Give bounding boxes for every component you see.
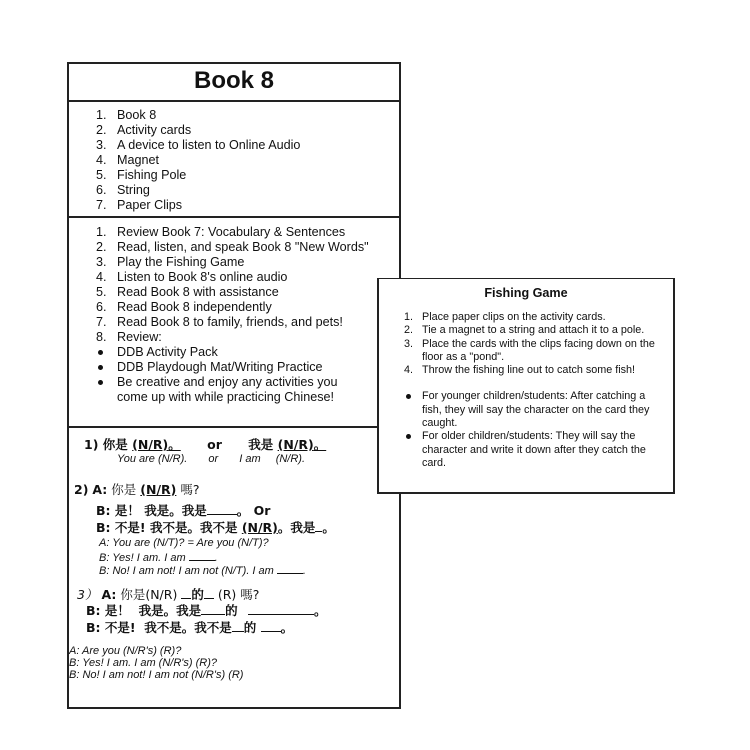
english-text: (N/R). xyxy=(275,453,306,465)
chinese-text: 不是! 我不是。我不是 xyxy=(104,620,232,635)
item-number: 6. xyxy=(96,300,107,314)
punctuation: 。 xyxy=(168,437,181,452)
item-text: Read Book 8 with assistance xyxy=(117,285,279,299)
punctuation: 。 xyxy=(322,520,335,535)
item-number: 5. xyxy=(96,285,107,299)
chinese-text: 。 Or xyxy=(236,503,271,518)
fill-blank xyxy=(204,588,214,599)
english-text: I am xyxy=(239,453,261,465)
item-number: 7. xyxy=(96,315,107,329)
english-text: B: No! I am not! I am not (N/R's) (R) xyxy=(69,669,244,681)
blank-n-r: (N/R) xyxy=(241,520,278,535)
item-number: 1. xyxy=(404,311,414,323)
item-number: 3. xyxy=(96,138,107,152)
book-8-worksheet xyxy=(67,62,401,709)
item-text: For younger children/students: After catching a fish, they will say the character on the card they caught. xyxy=(422,390,650,430)
english-text: B: Yes! I am. I am (N/R's) (R)? xyxy=(69,657,217,669)
pattern-3-answer-no xyxy=(86,618,293,636)
item-text: Book 8 xyxy=(117,108,157,122)
fill-blank xyxy=(201,604,225,615)
bullet-icon xyxy=(98,365,103,370)
item-number: 6. xyxy=(96,183,107,197)
item-text: A device to listen to Online Audio xyxy=(117,138,301,152)
pattern-3-english-a xyxy=(69,645,181,657)
item-text: Fishing Pole xyxy=(117,168,187,182)
page-title: Book 8 xyxy=(193,67,274,94)
blank-n-r: (N/R) xyxy=(132,437,169,452)
list-item xyxy=(69,183,399,198)
pattern-2-english-b1 xyxy=(99,550,218,564)
item-text: Place the cards with the clips facing down on the floor as a "pond". xyxy=(422,337,655,363)
fishing-notes-list xyxy=(379,390,673,470)
item-text: Read Book 8 to family, friends, and pets! xyxy=(117,315,343,329)
item-text: Tie a magnet to a string and attach it to a pole. xyxy=(422,324,645,337)
item-text: Paper Clips xyxy=(117,198,183,212)
bullet-icon xyxy=(98,350,103,355)
pattern-label: 3） xyxy=(77,587,98,602)
item-text: Read Book 8 independently xyxy=(117,300,272,314)
list-item xyxy=(69,108,399,123)
list-item xyxy=(69,315,399,330)
item-text: Review Book 7: Vocabulary & Sentences xyxy=(117,225,346,239)
item-number: 1. xyxy=(96,108,107,122)
chinese-text: 的 xyxy=(243,620,257,635)
or-text: or xyxy=(207,437,222,452)
list-item xyxy=(69,123,399,138)
fishing-game-card xyxy=(377,278,675,494)
punctuation: 。 xyxy=(313,437,327,452)
list-item xyxy=(69,153,399,168)
bullet-icon xyxy=(406,394,411,399)
item-text: Magnet xyxy=(117,153,160,167)
or-text: or xyxy=(208,453,219,465)
item-text: Play the Fishing Game xyxy=(117,255,245,269)
list-item xyxy=(69,240,399,255)
item-text: DDB Playdough Mat/Writing Practice xyxy=(117,360,323,374)
speaker-label: A: xyxy=(101,587,117,602)
speaker-label: A: xyxy=(92,482,108,497)
fishing-steps-list xyxy=(379,311,673,377)
pattern-2-answer-no xyxy=(96,518,335,536)
item-text: come up with while practicing Chinese! xyxy=(117,390,334,404)
sentence-patterns-section xyxy=(69,428,399,707)
chinese-text: 的 xyxy=(191,587,204,602)
pattern-1-english xyxy=(117,453,305,465)
chinese-text: 不是! 我不是。我不是 xyxy=(114,520,238,535)
item-number: 2. xyxy=(96,123,107,137)
item-text: Activity cards xyxy=(117,123,192,137)
fill-blank xyxy=(181,588,191,599)
chinese-text: 你是 xyxy=(111,482,137,497)
item-text: Throw the fishing line out to catch some fish! xyxy=(422,364,636,377)
pattern-1-chinese xyxy=(84,435,326,453)
title-section xyxy=(69,64,399,102)
item-number: 4. xyxy=(96,270,107,284)
chinese-text: 。我是 xyxy=(277,520,316,535)
chinese-text: 你是 xyxy=(102,437,128,452)
chinese-text: 你是(N/R) xyxy=(120,587,178,602)
speaker-label: B: xyxy=(96,503,111,518)
list-item xyxy=(69,330,399,345)
item-text: String xyxy=(117,183,150,197)
item-number: 3. xyxy=(404,337,414,350)
item-number: 2. xyxy=(96,240,107,254)
list-item xyxy=(69,225,399,240)
bullet-icon xyxy=(98,380,103,385)
pattern-3-answer-yes xyxy=(86,601,327,619)
chinese-text: 嗎? xyxy=(240,587,260,602)
speaker-label: B: xyxy=(96,520,111,535)
english-text: B: No! I am not! I am not (N/T). I am xyxy=(99,565,274,577)
item-number: 3. xyxy=(96,255,107,269)
item-number: 2. xyxy=(404,324,414,337)
pattern-3-english-b1 xyxy=(69,657,217,669)
bullet-item xyxy=(69,360,399,375)
blank-r: (R) xyxy=(217,587,237,602)
list-item xyxy=(69,198,399,213)
chinese-text: 的 xyxy=(225,603,238,618)
pattern-3-english-b2 xyxy=(69,669,243,681)
fill-blank xyxy=(277,563,303,574)
chinese-text: 是！ 我是。我是 xyxy=(114,503,207,518)
punctuation: . xyxy=(214,552,218,564)
item-text: Be creative and enjoy any activities you xyxy=(117,375,338,389)
english-text: You are (N/R). xyxy=(117,453,188,465)
fill-blank xyxy=(189,550,215,561)
speaker-label: B: xyxy=(86,620,101,635)
chinese-text: 嗎? xyxy=(180,482,200,497)
steps-list xyxy=(69,218,399,405)
list-item xyxy=(379,338,673,365)
item-number: 5. xyxy=(96,168,107,182)
item-number: 8. xyxy=(96,330,107,344)
english-text: A: Are you (N/R's) (R)? xyxy=(69,645,182,657)
item-text: Read, listen, and speak Book 8 "New Words" xyxy=(117,240,369,254)
item-text: For older children/students: They will say the character and write it down after they catch the card. xyxy=(422,430,646,469)
bullet-item xyxy=(69,345,399,360)
item-number: 7. xyxy=(96,198,107,212)
list-item xyxy=(69,270,399,285)
item-number: 4. xyxy=(404,364,414,377)
materials-list xyxy=(69,102,399,213)
punctuation: 。 xyxy=(313,603,327,618)
fill-blank xyxy=(232,621,244,632)
fill-blank xyxy=(207,504,237,515)
punctuation: . xyxy=(302,565,306,577)
list-item xyxy=(69,285,399,300)
chinese-text: 我是 xyxy=(248,437,274,452)
pattern-2-english-a xyxy=(99,537,269,549)
item-number: 4. xyxy=(96,153,107,167)
speaker-label: B: xyxy=(86,603,101,618)
item-text: Listen to Book 8's online audio xyxy=(117,270,288,284)
pattern-label: 2) xyxy=(74,482,89,497)
fishing-game-title: Fishing Game xyxy=(484,286,568,300)
punctuation: 。 xyxy=(280,620,294,635)
materials-section xyxy=(69,102,399,218)
blank-n-r: (N/R) xyxy=(277,437,314,452)
pattern-label: 1) xyxy=(84,437,99,452)
list-item xyxy=(379,324,673,337)
english-text: B: Yes! I am. I am xyxy=(99,552,186,564)
list-item xyxy=(69,255,399,270)
list-item xyxy=(379,311,673,324)
pattern-2-answer-yes xyxy=(96,501,270,519)
bullet-item xyxy=(379,390,673,430)
pattern-2-english-b2 xyxy=(99,563,306,577)
item-text: Place paper clips on the activity cards. xyxy=(422,311,606,323)
bullet-item xyxy=(69,375,399,390)
item-number: 1. xyxy=(96,225,107,239)
steps-section xyxy=(69,218,399,428)
item-text: DDB Activity Pack xyxy=(117,345,218,359)
pattern-2-question xyxy=(74,480,200,498)
list-item xyxy=(69,168,399,183)
item-text: Review: xyxy=(117,330,162,344)
bullet-continuation xyxy=(69,390,399,405)
fill-blank xyxy=(248,604,314,615)
bullet-icon xyxy=(406,434,411,439)
chinese-text: 是！ 我是。我是 xyxy=(104,603,202,618)
blank-n-r: (N/R) xyxy=(140,482,177,497)
list-item xyxy=(69,138,399,153)
fill-blank xyxy=(261,621,281,632)
english-text: A: You are (N/T)? = Are you (N/T)? xyxy=(99,537,269,549)
list-item xyxy=(69,300,399,315)
bullet-item xyxy=(379,430,673,470)
list-item xyxy=(379,364,673,377)
